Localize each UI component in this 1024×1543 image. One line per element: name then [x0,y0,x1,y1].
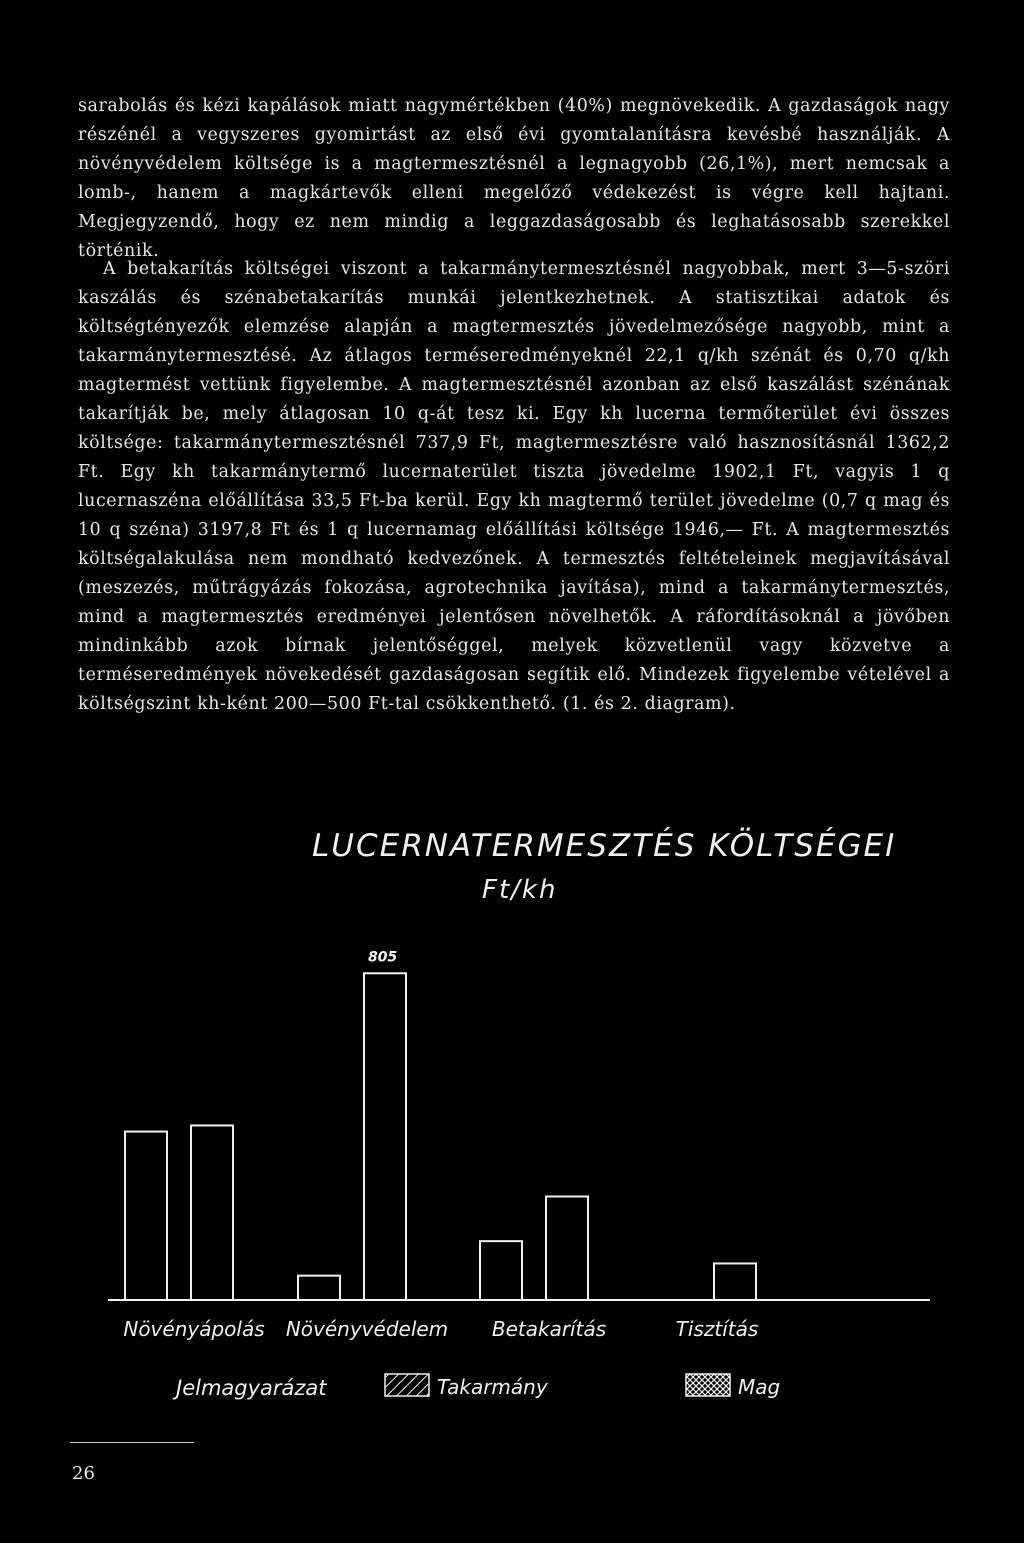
chart-title: LUCERNATERMESZTÉS KÖLTSÉGEI [312,828,897,864]
bar-takarmany-0 [125,1132,167,1300]
category-label-0: Növényápolás [123,1317,265,1341]
category-label-1: Növényvédelem [285,1317,449,1341]
legend-title: Jelmagyarázat [176,1376,327,1400]
category-label-3: Tisztítás [675,1317,759,1341]
bar-takarmany-2 [480,1241,522,1300]
paragraph-1: sarabolás és kézi kapálások miatt nagymértékben (40%) megnövekedik. A gazdaságok nagy részénél a vegyszeres gyomirtást az első évi gyomtalanításra kevésbé használják. A növényvédelem költsége is a magtermesztésnél a legnagyobb (26,1%), mert nemcsak a lomb-, hanem a magkártevők elleni megelőző védekezést is végre kell hajtani. Megjegyzendő, hogy ez nem mindig a leggazdaságosabb és leghatásosabb szerekkel történik. [78,96,950,261]
legend-swatch-crosshatch [686,1374,730,1396]
legend-label-1: Mag [738,1375,781,1399]
legend-label-0: Takarmány [437,1375,548,1399]
category-label-2: Betakarítás [491,1317,607,1341]
legend-swatch-hatch [385,1374,429,1396]
bar-mag-2 [546,1197,588,1301]
chart-unit-label: Ft/kh [482,875,558,905]
bar-takarmany-1 [298,1276,340,1300]
paragraph-2: A betakarítás költségei viszont a takarmánytermesztésnél nagyobbak, mert 3—5-szöri kaszálás és szénabetakarítás munkái jelentkezhetnek. A statisztikai adatok és költségtényezők elemzése alapján a magtermesztés jövedelmezősége nagyobb, mint a takarmánytermesztésé. Az átlagos terméseredményeknél 22,1 q/kh szénát és 0,70 q/kh magtermést vettünk figyelembe. A magtermesztésnél azonban az első kaszálást szénának takarítják be, mely átlagosan 10 q-át tesz ki. Egy kh lucerna termőterület évi összes költsége: takarmánytermesztésnél 737,9 Ft, magtermesztésre való hasznosításnál 1362,2 Ft. Egy kh takarmánytermő lucernaterület tiszta jövedelme 1902,1 Ft, vagyis 1 q lucernaszéna előállítása 33,5 Ft-ba kerül. Egy kh magtermő terület jövedelme (0,7 q mag és 10 q széna) 3197,8 Ft és 1 q lucernamag előállítási költsége 1946,— Ft. A magtermesztés költségalakulása nem mondható kedvezőnek. A termesztés feltételeinek megjavításával (meszezés, műtrágyázás fokozása, agrotechnika javítása), mind a takarmánytermesztés, mind a magtermesztés eredményei jelentősen növelhetők. A ráfordításoknál a jövőben mindinkább azok bírnak jelentőséggel, melyek közvetlenül vagy közvetve a terméseredmények növekedését gazdaságosan segítik elő. Mindezek figyelembe vételével a költségszint kh-ként 200—500 Ft-tal csökkenthető. (1. és 2. diagram). [78,259,950,714]
footnote-rule [70,1442,194,1443]
bar-mag-3 [714,1263,756,1300]
bar-value-label: 805 [368,949,398,966]
page-number: 26 [72,1463,95,1484]
bar-mag-0 [191,1125,233,1300]
bar-mag-1 [364,973,406,1300]
